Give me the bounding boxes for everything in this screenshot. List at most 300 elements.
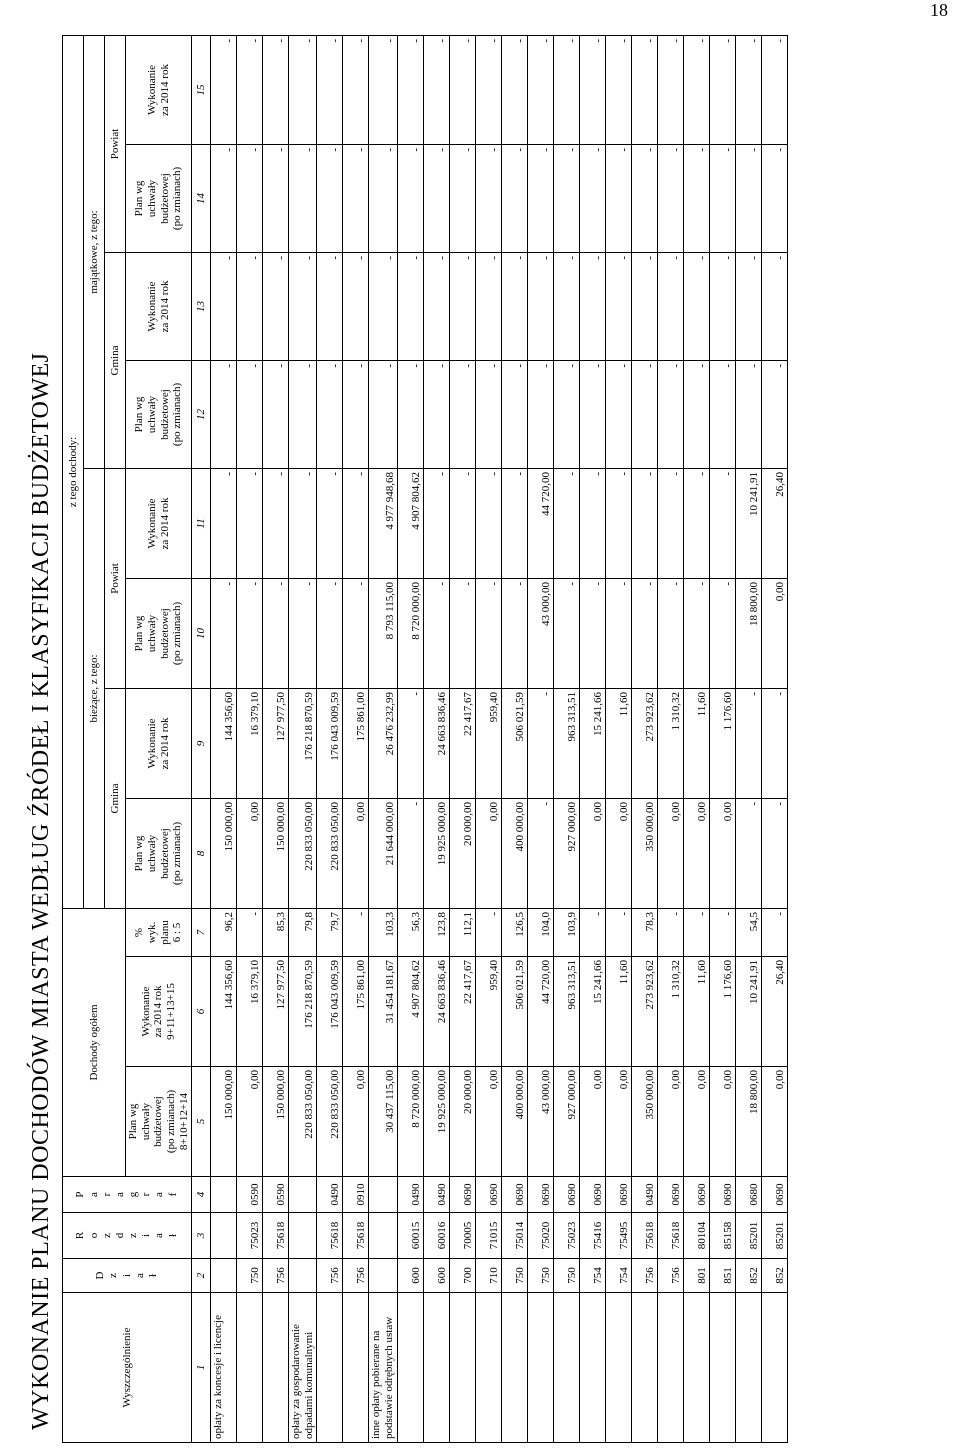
value-cell: -: [475, 468, 501, 578]
column-number: 11: [192, 468, 211, 578]
value-cell: -: [449, 578, 475, 688]
table-row: [317, 35, 343, 1442]
value-cell: 44 720,00: [527, 957, 553, 1067]
value-cell: -: [579, 578, 605, 688]
value-cell: 176 218 870,59: [289, 957, 317, 1067]
classification-code: 750: [237, 1259, 263, 1293]
value-cell: 1 310,32: [657, 688, 683, 798]
table-row: [605, 35, 631, 1442]
value-cell: -: [211, 144, 237, 252]
table-body: [211, 35, 788, 1442]
header-gmina: Gmina: [105, 252, 126, 468]
row-label: [657, 1293, 683, 1443]
value-cell: -: [501, 144, 527, 252]
header-wyszczegolnienie: Wyszczególnienie: [63, 1293, 192, 1443]
classification-code: [289, 1213, 317, 1259]
value-cell: -: [369, 252, 397, 360]
value-cell: -: [263, 144, 289, 252]
value-cell: -: [579, 360, 605, 468]
classification-code: 0690: [657, 1177, 683, 1213]
column-number: 3: [192, 1213, 211, 1259]
header-line: uchwały: [139, 1102, 152, 1141]
value-cell: -: [263, 35, 289, 144]
value-cell: -: [423, 468, 449, 578]
header-line: Wykonanie: [145, 281, 158, 332]
value-cell: -: [553, 578, 579, 688]
classification-code: [211, 1213, 237, 1259]
header-wyk: [126, 35, 192, 144]
value-cell: -: [501, 468, 527, 578]
header-letter: a: [133, 1273, 146, 1278]
header-letter: R: [74, 1231, 87, 1240]
value-cell: 4 977 948,68: [369, 468, 397, 578]
value-cell: -: [263, 468, 289, 578]
value-cell: -: [237, 35, 263, 144]
value-cell: -: [761, 252, 787, 360]
value-cell: 26 476 232,99: [369, 688, 397, 798]
classification-code: 852: [761, 1259, 787, 1293]
header-letter: f: [166, 1192, 179, 1197]
value-cell: -: [449, 252, 475, 360]
value-cell: -: [605, 35, 631, 144]
header-letter: i: [120, 1273, 133, 1278]
value-cell: -: [211, 468, 237, 578]
classification-code: [289, 1177, 317, 1213]
value-cell: -: [211, 252, 237, 360]
table-row: [709, 35, 735, 1442]
value-cell: 1 310,32: [657, 957, 683, 1067]
table-row: [579, 35, 605, 1442]
value-cell: -: [397, 360, 423, 468]
value-cell: 0,00: [683, 1067, 709, 1177]
value-cell: 43 000,00: [527, 578, 553, 688]
table-row: [527, 35, 553, 1442]
value-cell: 22 417,67: [449, 688, 475, 798]
value-cell: 21 644 000,00: [369, 798, 397, 908]
value-cell: 24 663 836,46: [423, 957, 449, 1067]
classification-code: 60015: [397, 1213, 423, 1259]
value-cell: 126,5: [501, 908, 527, 956]
classification-code: 60016: [423, 1213, 449, 1259]
value-cell: 16 379,10: [237, 957, 263, 1067]
classification-code: 75014: [501, 1213, 527, 1259]
header-line: Plan wg: [133, 615, 146, 652]
row-label: [605, 1293, 631, 1443]
value-cell: 273 923,62: [631, 688, 657, 798]
value-cell: 11,60: [605, 957, 631, 1067]
header-letter: z: [127, 1233, 140, 1238]
value-cell: -: [709, 35, 735, 144]
column-number: 6: [192, 957, 211, 1067]
value-cell: 79,8: [289, 908, 317, 956]
value-cell: 176 043 009,59: [317, 688, 343, 798]
rotated-table-wrapper: [62, 36, 952, 1443]
row-label: [683, 1293, 709, 1443]
classification-code: 756: [263, 1259, 289, 1293]
value-cell: -: [237, 360, 263, 468]
value-cell: -: [527, 252, 553, 360]
row-label: [631, 1293, 657, 1443]
classification-code: 756: [657, 1259, 683, 1293]
classification-code: 0490: [397, 1177, 423, 1213]
value-cell: -: [735, 35, 761, 144]
row-label: [449, 1293, 475, 1443]
value-cell: -: [423, 578, 449, 688]
header-plan: [126, 578, 192, 688]
value-cell: -: [317, 252, 343, 360]
value-cell: -: [475, 578, 501, 688]
value-cell: 350 000,00: [631, 798, 657, 908]
row-label: [343, 1293, 369, 1443]
classification-code: 801: [683, 1259, 709, 1293]
classification-code: 75416: [579, 1213, 605, 1259]
value-cell: -: [579, 35, 605, 144]
classification-code: 0690: [579, 1177, 605, 1213]
value-cell: 150 000,00: [211, 798, 237, 908]
table-row: [501, 35, 527, 1442]
value-cell: 220 833 050,00: [317, 798, 343, 908]
value-cell: -: [317, 360, 343, 468]
header-letter: i: [140, 1233, 153, 1238]
value-cell: 22 417,67: [449, 957, 475, 1067]
value-cell: 11,60: [605, 688, 631, 798]
value-cell: -: [501, 35, 527, 144]
header-line: wyk.: [145, 921, 158, 944]
value-cell: 11,60: [683, 688, 709, 798]
value-cell: -: [605, 908, 631, 956]
header-wyk-ogolem: [126, 957, 192, 1067]
value-cell: 144 356,60: [211, 688, 237, 798]
value-cell: 1 176,60: [709, 957, 735, 1067]
row-label: opłaty za gospodarowanie odpadami komunalnymi: [289, 1293, 317, 1443]
value-cell: -: [657, 360, 683, 468]
classification-code: 85158: [709, 1213, 735, 1259]
value-cell: 150 000,00: [211, 1067, 237, 1177]
value-cell: -: [657, 578, 683, 688]
header-line: 8+10+12+14: [177, 1092, 190, 1151]
value-cell: 0,00: [605, 1067, 631, 1177]
classification-code: 852: [735, 1259, 761, 1293]
value-cell: -: [237, 144, 263, 252]
value-cell: -: [631, 360, 657, 468]
value-cell: 127 977,50: [263, 957, 289, 1067]
value-cell: -: [631, 35, 657, 144]
classification-code: 70005: [449, 1213, 475, 1259]
value-cell: -: [709, 578, 735, 688]
value-cell: 0,00: [657, 798, 683, 908]
value-cell: 15 241,66: [579, 688, 605, 798]
value-cell: 927 000,00: [553, 1067, 579, 1177]
value-cell: -: [369, 360, 397, 468]
value-cell: -: [735, 360, 761, 468]
value-cell: -: [631, 468, 657, 578]
header-wyk: [126, 468, 192, 578]
classification-code: 851: [709, 1259, 735, 1293]
classification-code: 0690: [449, 1177, 475, 1213]
value-cell: 0,00: [709, 798, 735, 908]
classification-code: 75618: [317, 1213, 343, 1259]
value-cell: -: [631, 252, 657, 360]
classification-code: 754: [579, 1259, 605, 1293]
header-line: Plan wg: [133, 396, 146, 433]
header-biezace: bieżące, z tego:: [84, 468, 105, 908]
header-letter: r: [100, 1192, 113, 1197]
row-label: [553, 1293, 579, 1443]
value-cell: 16 379,10: [237, 688, 263, 798]
value-cell: 176 043 009,59: [317, 957, 343, 1067]
value-cell: -: [343, 468, 369, 578]
table-row: [369, 35, 397, 1442]
value-cell: -: [761, 360, 787, 468]
value-cell: -: [527, 688, 553, 798]
header-line: budżetowej: [152, 1096, 165, 1147]
value-cell: 350 000,00: [631, 1067, 657, 1177]
classification-code: 756: [343, 1259, 369, 1293]
value-cell: -: [317, 468, 343, 578]
value-cell: 31 454 181,67: [369, 957, 397, 1067]
value-cell: -: [527, 360, 553, 468]
column-number: 15: [192, 35, 211, 144]
header-line: 9+11+13+15: [164, 983, 177, 1040]
value-cell: -: [579, 252, 605, 360]
row-label: [735, 1293, 761, 1443]
header-line: (po zmianach): [171, 821, 184, 886]
value-cell: 400 000,00: [501, 798, 527, 908]
value-cell: 0,00: [343, 798, 369, 908]
value-cell: 0,00: [475, 798, 501, 908]
classification-code: 0690: [683, 1177, 709, 1213]
header-line: Wykonanie: [145, 718, 158, 769]
value-cell: 0,00: [657, 1067, 683, 1177]
value-cell: -: [657, 908, 683, 956]
header-letter: D: [94, 1271, 107, 1280]
table-row: [343, 35, 369, 1442]
value-cell: 20 000,00: [449, 798, 475, 908]
value-cell: -: [683, 35, 709, 144]
value-cell: -: [709, 908, 735, 956]
value-cell: -: [605, 468, 631, 578]
value-cell: 104,0: [527, 908, 553, 956]
value-cell: -: [475, 360, 501, 468]
value-cell: -: [237, 468, 263, 578]
classification-code: 75495: [605, 1213, 631, 1259]
value-cell: -: [289, 144, 317, 252]
header-line: (po zmianach): [171, 601, 184, 666]
header-letter: ł: [166, 1233, 179, 1238]
row-label: [317, 1293, 343, 1443]
column-number: 5: [192, 1067, 211, 1177]
value-cell: 0,00: [709, 1067, 735, 1177]
header-line: za 2014 rok: [158, 64, 171, 116]
value-cell: 18 800,00: [735, 578, 761, 688]
header-majatkowe: majątkowe, z tego:: [84, 35, 105, 468]
value-cell: 506 021,59: [501, 957, 527, 1067]
table-row: [553, 35, 579, 1442]
value-cell: 19 925 000,00: [423, 1067, 449, 1177]
value-cell: -: [317, 35, 343, 144]
value-cell: -: [397, 35, 423, 144]
value-cell: 963 313,51: [553, 957, 579, 1067]
value-cell: -: [709, 252, 735, 360]
value-cell: -: [423, 35, 449, 144]
value-cell: 11,60: [683, 957, 709, 1067]
value-cell: 85,3: [263, 908, 289, 956]
header-powiat: Powiat: [105, 35, 126, 252]
value-cell: -: [289, 360, 317, 468]
value-cell: 0,00: [475, 1067, 501, 1177]
header-line: za 2014 rok: [152, 985, 165, 1038]
classification-code: [211, 1177, 237, 1213]
header-dzial: [63, 1259, 192, 1293]
column-number: 7: [192, 908, 211, 956]
header-z-tego-dochody: z tego dochody:: [63, 35, 84, 908]
header-powiat: Powiat: [105, 468, 126, 688]
value-cell: -: [423, 144, 449, 252]
value-cell: -: [761, 908, 787, 956]
value-cell: -: [683, 908, 709, 956]
value-cell: 0,00: [237, 798, 263, 908]
value-cell: -: [709, 144, 735, 252]
value-cell: -: [449, 144, 475, 252]
header-line: (po zmianach): [171, 166, 184, 231]
header-line: uchwały: [145, 614, 158, 653]
value-cell: -: [263, 252, 289, 360]
table-row: [289, 35, 317, 1442]
classification-code: 0690: [501, 1177, 527, 1213]
header-letter: a: [113, 1192, 126, 1197]
value-cell: -: [735, 798, 761, 908]
classification-code: 0690: [709, 1177, 735, 1213]
value-cell: -: [761, 35, 787, 144]
row-label: [263, 1293, 289, 1443]
classification-code: 0590: [237, 1177, 263, 1213]
value-cell: -: [683, 360, 709, 468]
table-row: [423, 35, 449, 1442]
classification-code: 0910: [343, 1177, 369, 1213]
row-label: opłaty za koncesje i licencje: [211, 1293, 237, 1443]
header-letter: o: [87, 1232, 100, 1239]
table-row: [657, 35, 683, 1442]
value-cell: 10 241,91: [735, 957, 761, 1067]
value-cell: 19 925 000,00: [423, 798, 449, 908]
classification-code: 85201: [761, 1213, 787, 1259]
value-cell: -: [475, 35, 501, 144]
value-cell: 54,5: [735, 908, 761, 956]
classification-code: 756: [631, 1259, 657, 1293]
value-cell: -: [501, 360, 527, 468]
header-line: Plan wg: [133, 835, 146, 872]
value-cell: 4 907 804,62: [397, 468, 423, 578]
value-cell: -: [211, 35, 237, 144]
value-cell: -: [449, 360, 475, 468]
value-cell: 0,00: [605, 798, 631, 908]
classification-code: 75023: [237, 1213, 263, 1259]
value-cell: -: [369, 144, 397, 252]
value-cell: -: [343, 35, 369, 144]
value-cell: -: [475, 144, 501, 252]
value-cell: 10 241,91: [735, 468, 761, 578]
value-cell: -: [761, 798, 787, 908]
value-cell: -: [657, 35, 683, 144]
value-cell: 8 720 000,00: [397, 578, 423, 688]
value-cell: 0,00: [343, 1067, 369, 1177]
table-row: [237, 35, 263, 1442]
value-cell: -: [631, 144, 657, 252]
header-letter: a: [87, 1192, 100, 1197]
header-line: uchwały: [145, 834, 158, 873]
classification-code: 600: [397, 1259, 423, 1293]
value-cell: 24 663 836,46: [423, 688, 449, 798]
classification-code: 700: [449, 1259, 475, 1293]
classification-code: 0690: [527, 1177, 553, 1213]
value-cell: 0,00: [579, 798, 605, 908]
table-row: [683, 35, 709, 1442]
classification-code: 750: [527, 1259, 553, 1293]
value-cell: -: [761, 688, 787, 798]
header-line: za 2014 rok: [158, 717, 171, 770]
row-label: [423, 1293, 449, 1443]
value-cell: -: [553, 468, 579, 578]
table-row: [631, 35, 657, 1442]
column-number-row: [192, 35, 211, 1442]
value-cell: 0,00: [579, 1067, 605, 1177]
value-cell: -: [397, 798, 423, 908]
header-line: Wykonanie: [139, 986, 152, 1037]
classification-code: 0490: [423, 1177, 449, 1213]
value-cell: 0,00: [237, 1067, 263, 1177]
value-cell: 175 861,00: [343, 957, 369, 1067]
header-line: za 2014 rok: [158, 280, 171, 333]
header-letter: r: [140, 1192, 153, 1197]
classification-code: 85201: [735, 1213, 761, 1259]
row-label: [709, 1293, 735, 1443]
value-cell: -: [397, 252, 423, 360]
value-cell: 220 833 050,00: [289, 1067, 317, 1177]
header-line: budżetowej: [158, 608, 171, 659]
classification-code: 750: [501, 1259, 527, 1293]
classification-code: 71015: [475, 1213, 501, 1259]
classification-code: 75618: [263, 1213, 289, 1259]
value-cell: 144 356,60: [211, 957, 237, 1067]
header-letter: z: [100, 1233, 113, 1238]
header-paragraf: [63, 1177, 192, 1213]
value-cell: -: [263, 360, 289, 468]
value-cell: 1 176,60: [709, 688, 735, 798]
value-cell: -: [709, 468, 735, 578]
value-cell: 0,00: [683, 798, 709, 908]
header-letter: P: [74, 1191, 87, 1198]
value-cell: 96,2: [211, 908, 237, 956]
value-cell: -: [527, 798, 553, 908]
value-cell: -: [237, 252, 263, 360]
value-cell: 79,7: [317, 908, 343, 956]
classification-code: 750: [553, 1259, 579, 1293]
value-cell: 30 437 115,00: [369, 1067, 397, 1177]
value-cell: -: [475, 252, 501, 360]
classification-code: 754: [605, 1259, 631, 1293]
header-line: planu: [158, 920, 171, 945]
column-number: 8: [192, 798, 211, 908]
value-cell: -: [343, 144, 369, 252]
page-title: WYKONANIE PLANU DOCHODÓW MIASTA WEDŁUG ŹRÓDEŁ I KLASYFIKACJI BUDŻETOWEJ: [28, 352, 54, 1430]
classification-code: 75618: [631, 1213, 657, 1259]
value-cell: -: [735, 688, 761, 798]
value-cell: 927 000,00: [553, 798, 579, 908]
value-cell: -: [709, 360, 735, 468]
value-cell: 26,40: [761, 957, 787, 1067]
value-cell: -: [289, 35, 317, 144]
value-cell: -: [735, 144, 761, 252]
